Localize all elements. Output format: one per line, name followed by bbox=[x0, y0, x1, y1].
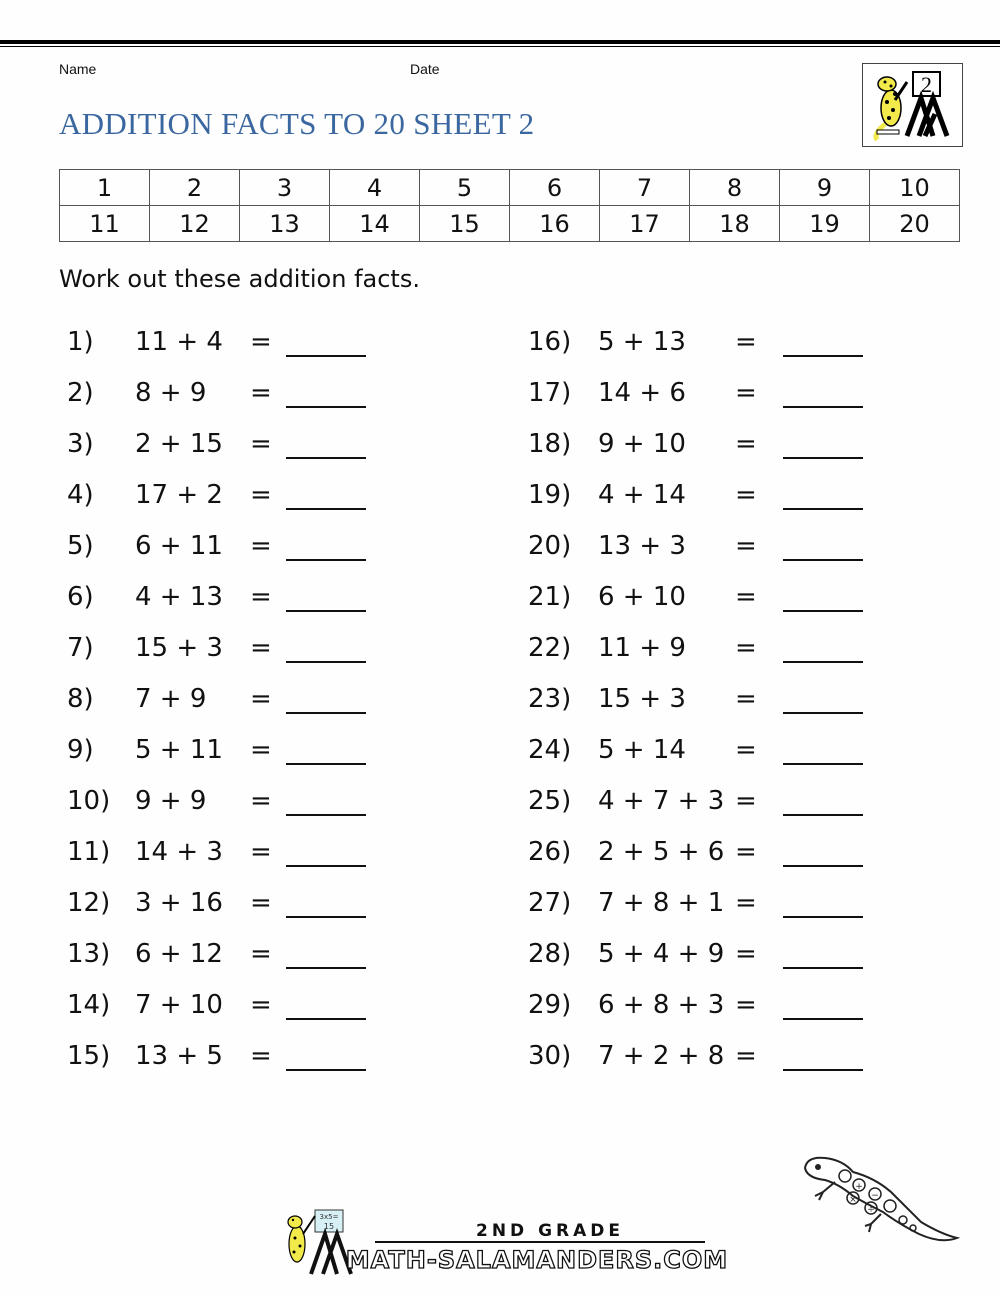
question-expression: 13 + 3 bbox=[598, 531, 686, 561]
table-cell: 1 bbox=[60, 170, 150, 206]
question-item bbox=[0, 378, 1000, 418]
question-number: 17) bbox=[528, 378, 572, 408]
equals-sign: = bbox=[250, 633, 272, 663]
question-expression: 8 + 9 bbox=[135, 378, 207, 408]
question-expression: 6 + 11 bbox=[135, 531, 223, 561]
table-row bbox=[60, 206, 960, 242]
question-number: 26) bbox=[528, 837, 572, 867]
svg-text:3x5=: 3x5= bbox=[319, 1213, 339, 1221]
equals-sign: = bbox=[250, 1041, 272, 1071]
question-number: 28) bbox=[528, 939, 572, 969]
question-item bbox=[0, 684, 1000, 724]
svg-text:−: − bbox=[871, 1191, 879, 1201]
table-cell: 8 bbox=[690, 170, 780, 206]
header-rule-thin bbox=[0, 46, 1000, 47]
question-expression: 9 + 10 bbox=[598, 429, 686, 459]
table-cell: 3 bbox=[240, 170, 330, 206]
question-number: 5) bbox=[67, 531, 94, 561]
question-item bbox=[0, 888, 1000, 928]
question-expression: 5 + 13 bbox=[598, 327, 686, 357]
equals-sign: = bbox=[735, 939, 757, 969]
question-expression: 7 + 9 bbox=[135, 684, 207, 714]
question-expression: 13 + 5 bbox=[135, 1041, 223, 1071]
question-number: 23) bbox=[528, 684, 572, 714]
svg-text:2: 2 bbox=[921, 72, 932, 97]
svg-text:15: 15 bbox=[323, 1222, 335, 1231]
equals-sign: = bbox=[735, 480, 757, 510]
answer-blank[interactable] bbox=[783, 712, 863, 714]
equals-sign: = bbox=[735, 837, 757, 867]
footer-site-logo bbox=[275, 1208, 730, 1278]
equals-sign: = bbox=[250, 735, 272, 765]
question-number: 30) bbox=[528, 1041, 572, 1071]
equals-sign: = bbox=[250, 429, 272, 459]
equals-sign: = bbox=[735, 888, 757, 918]
question-item bbox=[0, 786, 1000, 826]
svg-text:MATH-SALAMANDERS.COM: MATH-SALAMANDERS.COM bbox=[345, 1246, 729, 1274]
answer-blank[interactable] bbox=[783, 967, 863, 969]
table-cell: 9 bbox=[780, 170, 870, 206]
answer-blank[interactable] bbox=[783, 1069, 863, 1071]
question-number: 10) bbox=[67, 786, 111, 816]
question-number: 29) bbox=[528, 990, 572, 1020]
question-item bbox=[0, 429, 1000, 469]
question-expression: 17 + 2 bbox=[135, 480, 223, 510]
equals-sign: = bbox=[735, 684, 757, 714]
table-cell: 7 bbox=[600, 170, 690, 206]
question-number: 7) bbox=[67, 633, 94, 663]
question-item bbox=[0, 939, 1000, 979]
question-item bbox=[0, 480, 1000, 520]
question-expression: 4 + 7 + 3 bbox=[598, 786, 725, 816]
question-expression: 6 + 10 bbox=[598, 582, 686, 612]
table-cell: 5 bbox=[420, 170, 510, 206]
question-expression: 5 + 14 bbox=[598, 735, 686, 765]
equals-sign: = bbox=[735, 429, 757, 459]
equals-sign: = bbox=[735, 582, 757, 612]
equals-sign: = bbox=[250, 327, 272, 357]
equals-sign: = bbox=[250, 888, 272, 918]
question-expression: 4 + 13 bbox=[135, 582, 223, 612]
question-expression: 14 + 3 bbox=[135, 837, 223, 867]
question-number: 19) bbox=[528, 480, 572, 510]
answer-blank[interactable] bbox=[783, 457, 863, 459]
number-reference-table bbox=[59, 169, 960, 242]
answer-blank[interactable] bbox=[783, 610, 863, 612]
equals-sign: = bbox=[250, 582, 272, 612]
question-number: 14) bbox=[67, 990, 111, 1020]
question-expression: 9 + 9 bbox=[135, 786, 207, 816]
table-cell: 10 bbox=[870, 170, 960, 206]
question-number: 4) bbox=[67, 480, 94, 510]
table-cell: 13 bbox=[240, 206, 330, 242]
table-cell: 11 bbox=[60, 206, 150, 242]
equals-sign: = bbox=[735, 1041, 757, 1071]
question-number: 16) bbox=[528, 327, 572, 357]
question-item bbox=[0, 327, 1000, 367]
question-number: 13) bbox=[67, 939, 111, 969]
question-number: 18) bbox=[528, 429, 572, 459]
table-cell: 14 bbox=[330, 206, 420, 242]
question-number: 22) bbox=[528, 633, 572, 663]
table-cell: 6 bbox=[510, 170, 600, 206]
answer-blank[interactable] bbox=[783, 355, 863, 357]
equals-sign: = bbox=[250, 378, 272, 408]
page-title: ADDITION FACTS TO 20 SHEET 2 bbox=[59, 106, 535, 141]
answer-blank[interactable] bbox=[783, 916, 863, 918]
question-number: 2) bbox=[67, 378, 94, 408]
instructions: Work out these addition facts. bbox=[59, 265, 420, 293]
equals-sign: = bbox=[250, 684, 272, 714]
question-item bbox=[0, 1041, 1000, 1081]
question-item bbox=[0, 837, 1000, 877]
table-cell: 12 bbox=[150, 206, 240, 242]
table-cell: 17 bbox=[600, 206, 690, 242]
equals-sign: = bbox=[250, 939, 272, 969]
question-number: 20) bbox=[528, 531, 572, 561]
equals-sign: = bbox=[735, 990, 757, 1020]
question-number: 21) bbox=[528, 582, 572, 612]
question-number: 6) bbox=[67, 582, 94, 612]
table-row bbox=[60, 170, 960, 206]
question-expression: 7 + 2 + 8 bbox=[598, 1041, 725, 1071]
question-expression: 4 + 14 bbox=[598, 480, 686, 510]
question-number: 15) bbox=[67, 1041, 111, 1071]
question-item bbox=[0, 531, 1000, 571]
equals-sign: = bbox=[735, 327, 757, 357]
answer-blank[interactable] bbox=[783, 559, 863, 561]
svg-text:÷: ÷ bbox=[867, 1205, 875, 1215]
table-cell: 15 bbox=[420, 206, 510, 242]
table-cell: 19 bbox=[780, 206, 870, 242]
question-item bbox=[0, 582, 1000, 622]
question-number: 8) bbox=[67, 684, 94, 714]
question-number: 9) bbox=[67, 735, 94, 765]
svg-text:×: × bbox=[849, 1195, 857, 1205]
question-number: 25) bbox=[528, 786, 572, 816]
question-expression: 11 + 9 bbox=[598, 633, 686, 663]
header-rule-thick bbox=[0, 40, 1000, 44]
name-label: Name bbox=[59, 61, 97, 77]
question-item bbox=[0, 990, 1000, 1030]
question-expression: 2 + 15 bbox=[135, 429, 223, 459]
question-item bbox=[0, 735, 1000, 775]
math-salamanders-logo-icon bbox=[862, 63, 963, 147]
answer-blank[interactable] bbox=[783, 661, 863, 663]
equals-sign: = bbox=[250, 480, 272, 510]
equals-sign: = bbox=[250, 990, 272, 1020]
svg-text:+: + bbox=[855, 1182, 863, 1192]
question-number: 24) bbox=[528, 735, 572, 765]
answer-blank[interactable] bbox=[783, 763, 863, 765]
question-expression: 5 + 11 bbox=[135, 735, 223, 765]
question-expression: 6 + 8 + 3 bbox=[598, 990, 725, 1020]
question-expression: 6 + 12 bbox=[135, 939, 223, 969]
equals-sign: = bbox=[735, 786, 757, 816]
question-expression: 7 + 10 bbox=[135, 990, 223, 1020]
equals-sign: = bbox=[250, 837, 272, 867]
question-expression: 11 + 4 bbox=[135, 327, 223, 357]
question-number: 3) bbox=[67, 429, 94, 459]
question-expression: 15 + 3 bbox=[598, 684, 686, 714]
table-cell: 16 bbox=[510, 206, 600, 242]
equals-sign: = bbox=[250, 531, 272, 561]
date-label: Date bbox=[410, 61, 440, 77]
equals-sign: = bbox=[250, 786, 272, 816]
svg-text:2ND GRADE: 2ND GRADE bbox=[475, 1221, 625, 1241]
question-expression: 15 + 3 bbox=[135, 633, 223, 663]
equals-sign: = bbox=[735, 531, 757, 561]
question-expression: 14 + 6 bbox=[598, 378, 686, 408]
equals-sign: = bbox=[735, 735, 757, 765]
question-number: 12) bbox=[67, 888, 111, 918]
table-cell: 20 bbox=[870, 206, 960, 242]
answer-blank[interactable] bbox=[783, 865, 863, 867]
question-number: 1) bbox=[67, 327, 94, 357]
answer-blank[interactable] bbox=[783, 814, 863, 816]
question-expression: 3 + 16 bbox=[135, 888, 223, 918]
answer-blank[interactable] bbox=[783, 406, 863, 408]
question-number: 11) bbox=[67, 837, 111, 867]
table-cell: 2 bbox=[150, 170, 240, 206]
answer-blank[interactable] bbox=[783, 1018, 863, 1020]
equals-sign: = bbox=[735, 633, 757, 663]
question-item bbox=[0, 633, 1000, 673]
equals-sign: = bbox=[735, 378, 757, 408]
table-cell: 4 bbox=[330, 170, 420, 206]
answer-blank[interactable] bbox=[783, 508, 863, 510]
table-cell: 18 bbox=[690, 206, 780, 242]
question-expression: 7 + 8 + 1 bbox=[598, 888, 725, 918]
question-number: 27) bbox=[528, 888, 572, 918]
question-expression: 2 + 5 + 6 bbox=[598, 837, 725, 867]
question-expression: 5 + 4 + 9 bbox=[598, 939, 725, 969]
salamander-illustration-icon bbox=[795, 1120, 965, 1250]
